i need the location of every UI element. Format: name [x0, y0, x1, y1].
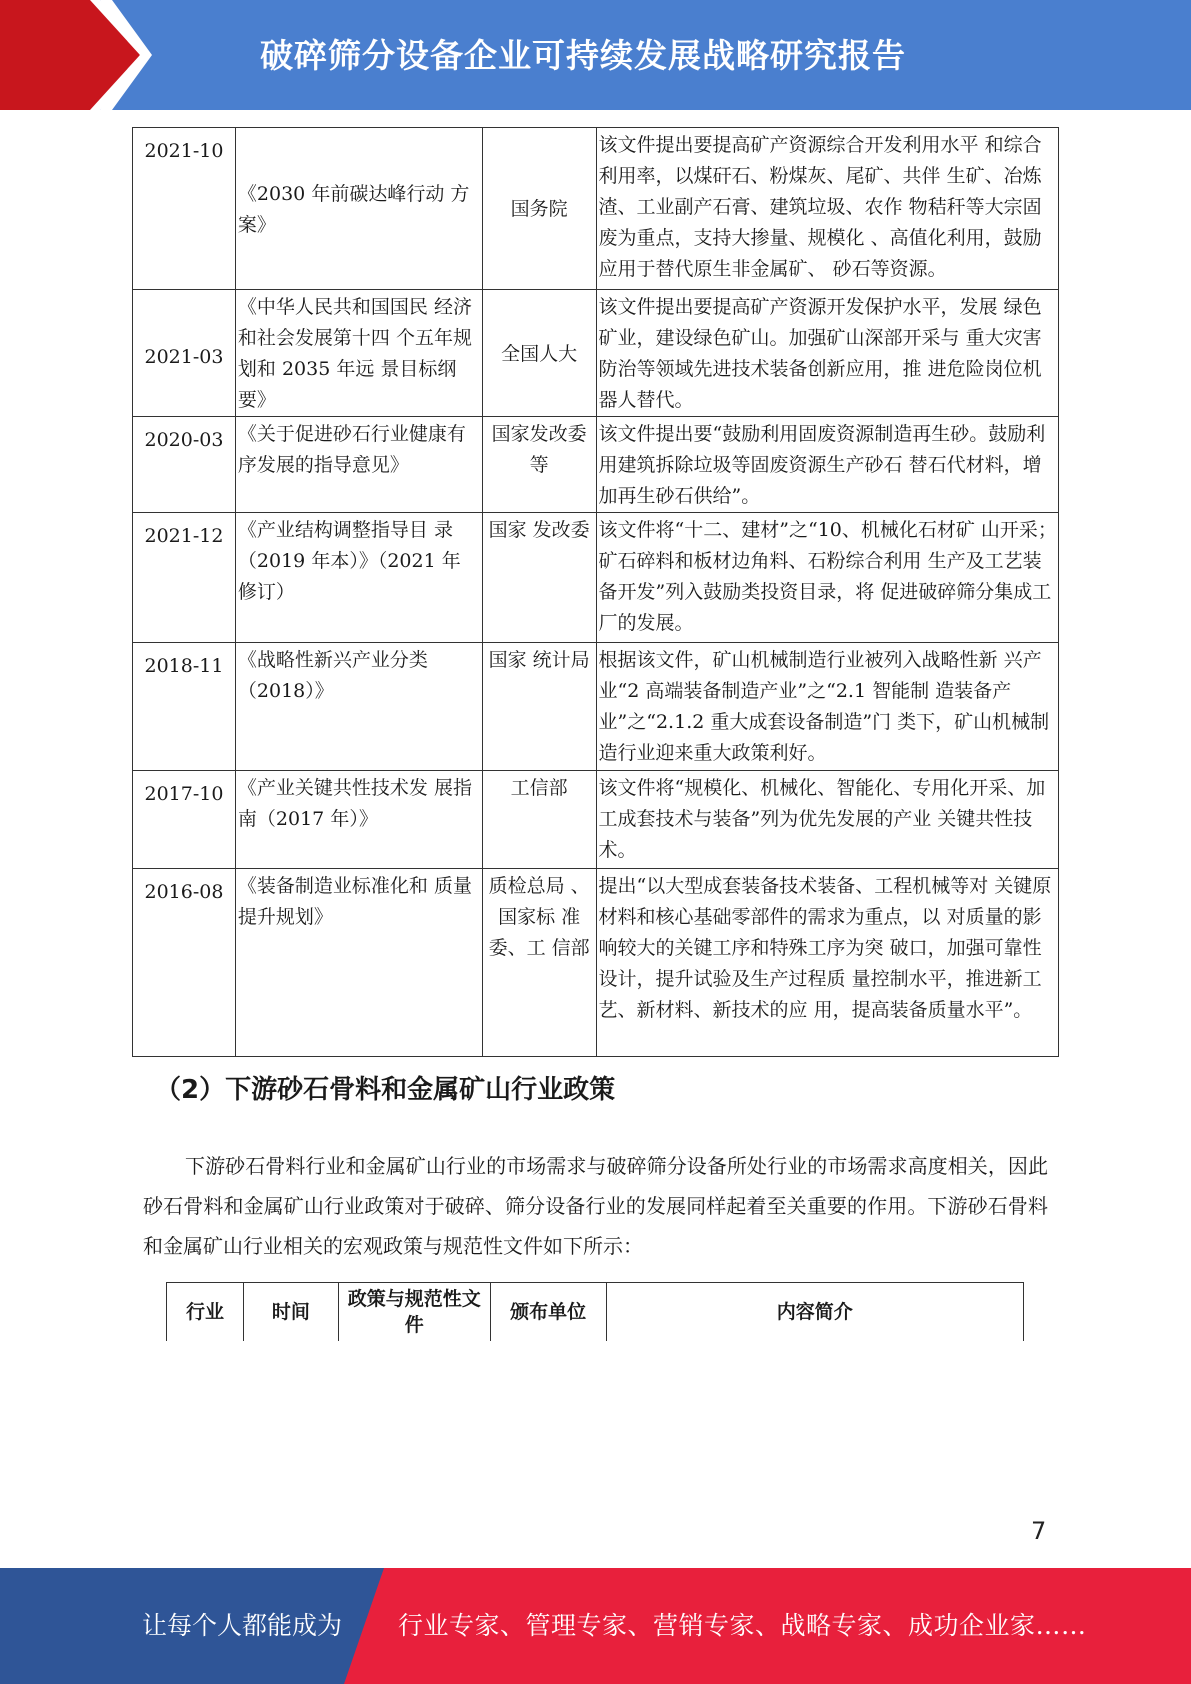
- row-date: 2020-03: [133, 417, 236, 513]
- table-row: [133, 513, 1059, 643]
- column-header-document: 政策与规范性文件: [338, 1283, 490, 1341]
- row-description: 该文件将“十二、建材”之“10、机械化石材矿 山开采；矿石碎料和板材边角料、石粉综合利用 生产及工艺装备开发”列入鼓励类投资目录，将 促进破碎筛分集成工厂的发展。: [596, 513, 1058, 643]
- row-issuer: 国家 发改委: [482, 513, 596, 643]
- table-row: [133, 290, 1059, 417]
- column-header-summary: 内容简介: [606, 1283, 1023, 1341]
- row-document: 《战略性新兴产业分类（2018）》: [235, 643, 482, 771]
- row-date: 2018-11: [133, 643, 236, 771]
- row-document: 《产业结构调整指导目 录（2019 年本）》（2021 年修订）: [235, 513, 482, 643]
- row-date: 2021-10: [133, 128, 236, 290]
- column-header-date: 时间: [243, 1283, 338, 1341]
- industry-policy-table: [166, 1282, 1024, 1341]
- row-issuer: 国务院: [482, 128, 596, 290]
- row-description: 该文件提出要提高矿产资源开发保护水平，发展 绿色矿业，建设绿色矿山。加强矿山深部开采与 重大灾害防治等领域先进技术装备创新应用，推 进危险岗位机器人替代。: [596, 290, 1058, 417]
- column-header-issuer: 颁布单位: [490, 1283, 606, 1341]
- table-header-row: [167, 1283, 1024, 1341]
- row-description: 根据该文件，矿山机械制造行业被列入战略性新 兴产业“2 高端装备制造产业”之“2.1 智能制 造装备产业”之“2.1.2 重大成套设备制造”门 类下，矿山机械制造行业迎来重大政策利好。: [596, 643, 1058, 771]
- row-date: 2017-10: [133, 771, 236, 869]
- row-document: 《中华人民共和国国民 经济和社会发展第十四 个五年规划和 2035 年远 景目标纲要》: [235, 290, 482, 417]
- page-footer: [0, 1568, 1191, 1684]
- table-row: [133, 771, 1059, 869]
- table-row: [133, 869, 1059, 1057]
- row-issuer: 国家 统计局: [482, 643, 596, 771]
- policy-table: [132, 127, 1059, 1057]
- row-document: 《关于促进砂石行业健康有序发展的指导意见》: [235, 417, 482, 513]
- page-number: 7: [1031, 1517, 1047, 1545]
- row-description: 该文件提出要“鼓励利用固废资源制造再生砂。鼓励利用建筑拆除垃圾等固废资源生产砂石 替石代材料，增加再生砂石供给”。: [596, 417, 1058, 513]
- row-document: 《2030 年前碳达峰行动 方案》: [235, 128, 482, 290]
- report-title: 破碎筛分设备企业可持续发展战略研究报告: [260, 36, 906, 75]
- row-issuer: 工信部: [482, 771, 596, 869]
- row-issuer: 全国人大: [482, 290, 596, 417]
- row-date: 2021-12: [133, 513, 236, 643]
- row-date: 2021-03: [133, 290, 236, 417]
- footer-slogan-roles: 行业专家、管理专家、营销专家、战略专家、成功企业家……: [398, 1611, 1087, 1640]
- row-description: 提出“以大型成套装备技术装备、工程机械等对 关键原材料和核心基础零部件的需求为重点，以 对质量的影响较大的关键工序和特殊工序为突 破口，加强可靠性设计，提升试验及生产过程质 量控制水平，推进新工艺、新材料、新技术的应 用，提高装备质量水平”。: [596, 869, 1058, 1057]
- row-date: 2016-08: [133, 869, 236, 1057]
- footer-slogan-lead: 让每个人都能成为: [142, 1611, 343, 1640]
- section-heading: （2）下游砂石骨料和金属矿山行业政策: [155, 1075, 616, 1105]
- table-row: [133, 643, 1059, 771]
- row-document: 《产业关键共性技术发 展指南（2017 年）》: [235, 771, 482, 869]
- column-header-industry: 行业: [167, 1283, 244, 1341]
- row-description: 该文件将“规模化、机械化、智能化、专用化开采、加工成套技术与装备”列为优先发展的产业 关键共性技术。: [596, 771, 1058, 869]
- row-document: 《装备制造业标准化和 质量提升规划》: [235, 869, 482, 1057]
- section-paragraph: 下游砂石骨料行业和金属矿山行业的市场需求与破碎筛分设备所处行业的市场需求高度相关，因此砂石骨料和金属矿山行业政策对于破碎、筛分设备行业的发展同样起着至关重要的作用。下游砂石骨料和金属矿山行业相关的宏观政策与规范性文件如下所示：: [143, 1154, 1048, 1258]
- row-issuer: 质检总局 、国家标 准委、工 信部: [482, 869, 596, 1057]
- row-description: 该文件提出要提高矿产资源综合开发利用水平 和综合利用率，以煤矸石、粉煤灰、尾矿、共伴 生矿、冶炼渣、工业副产石膏、建筑垃圾、农作 物秸秆等大宗固废为重点，支持大掺量、规模化 、高值化利用，鼓励应用于替代原生非金属矿、 砂石等资源。: [596, 128, 1058, 290]
- table-row: [133, 417, 1059, 513]
- row-issuer: 国家发改委等: [482, 417, 596, 513]
- page-header: [0, 0, 1191, 110]
- table-row: [133, 128, 1059, 290]
